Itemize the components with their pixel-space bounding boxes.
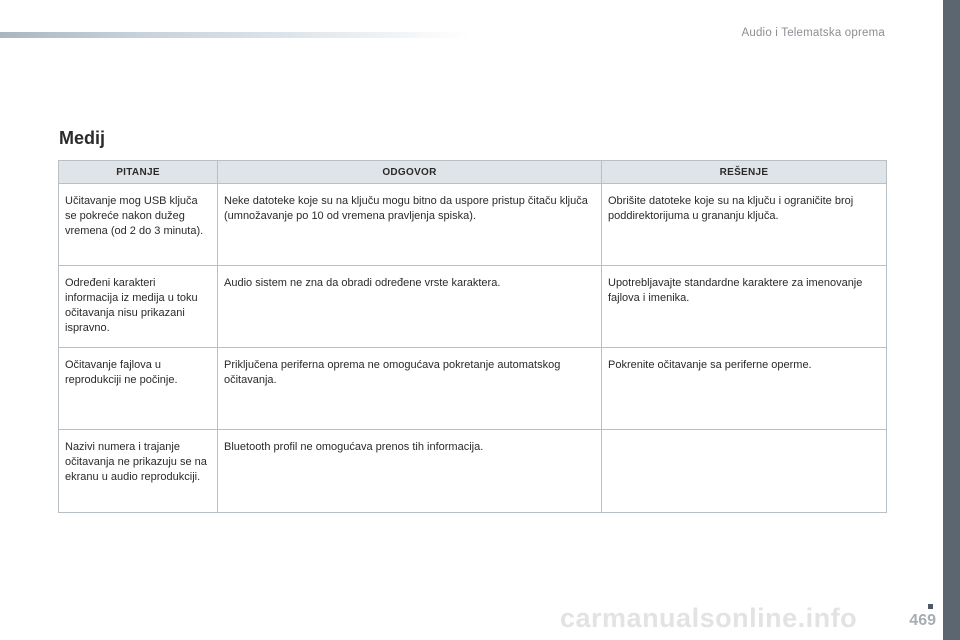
table-row [59, 266, 887, 348]
page-number: 469 [909, 612, 936, 629]
table-header-row [59, 161, 887, 184]
cell-solution: Obrišite datoteke koje su na ključu i ograničite broj poddirektorijuma u grananju ključa. [602, 184, 887, 266]
column-header-resenje: REŠENJE [602, 161, 887, 184]
cell-question: Nazivi numera i trajanje očitavanja ne prikazuju se na ekranu u audio reprodukciji. [59, 430, 218, 513]
header-decor-bar [0, 32, 470, 38]
cell-question: Očitavanje fajlova u reprodukciji ne počinje. [59, 348, 218, 430]
cell-answer: Audio sistem ne zna da obradi određene vrste karaktera. [218, 266, 602, 348]
column-header-pitanje: PITANJE [59, 161, 218, 184]
cell-solution: Pokrenite očitavanje sa periferne operme. [602, 348, 887, 430]
table-row [59, 184, 887, 266]
cell-answer: Neke datoteke koje su na ključu mogu bitno da uspore pristup čitaču ključa (umnožavanje po 10 od vremena pravljenja spiska). [218, 184, 602, 266]
cell-answer: Bluetooth profil ne omogućava prenos tih informacija. [218, 430, 602, 513]
faq-table [58, 160, 887, 513]
cell-question: Određeni karakteri informacija iz medija u toku očitavanja nisu prikazani ispravno. [59, 266, 218, 348]
watermark-text: carmanualsonline.info [560, 603, 858, 633]
cell-question: Učitavanje mog USB ključa se pokreće nakon dužeg vremena (od 2 do 3 minuta). [59, 184, 218, 266]
table-row [59, 430, 887, 513]
cell-answer: Priključena periferna oprema ne omogućava pokretanje automatskog očitavanja. [218, 348, 602, 430]
column-header-odgovor: ODGOVOR [218, 161, 602, 184]
table-row [59, 348, 887, 430]
cell-solution [602, 430, 887, 513]
section-title: Medij [59, 128, 106, 148]
header-title: Audio i Telematska oprema [741, 27, 885, 39]
page-marker-dot [928, 604, 933, 609]
cell-solution: Upotrebljavajte standardne karaktere za imenovanje fajlova i imenika. [602, 266, 887, 348]
side-tab-strip [943, 0, 960, 640]
